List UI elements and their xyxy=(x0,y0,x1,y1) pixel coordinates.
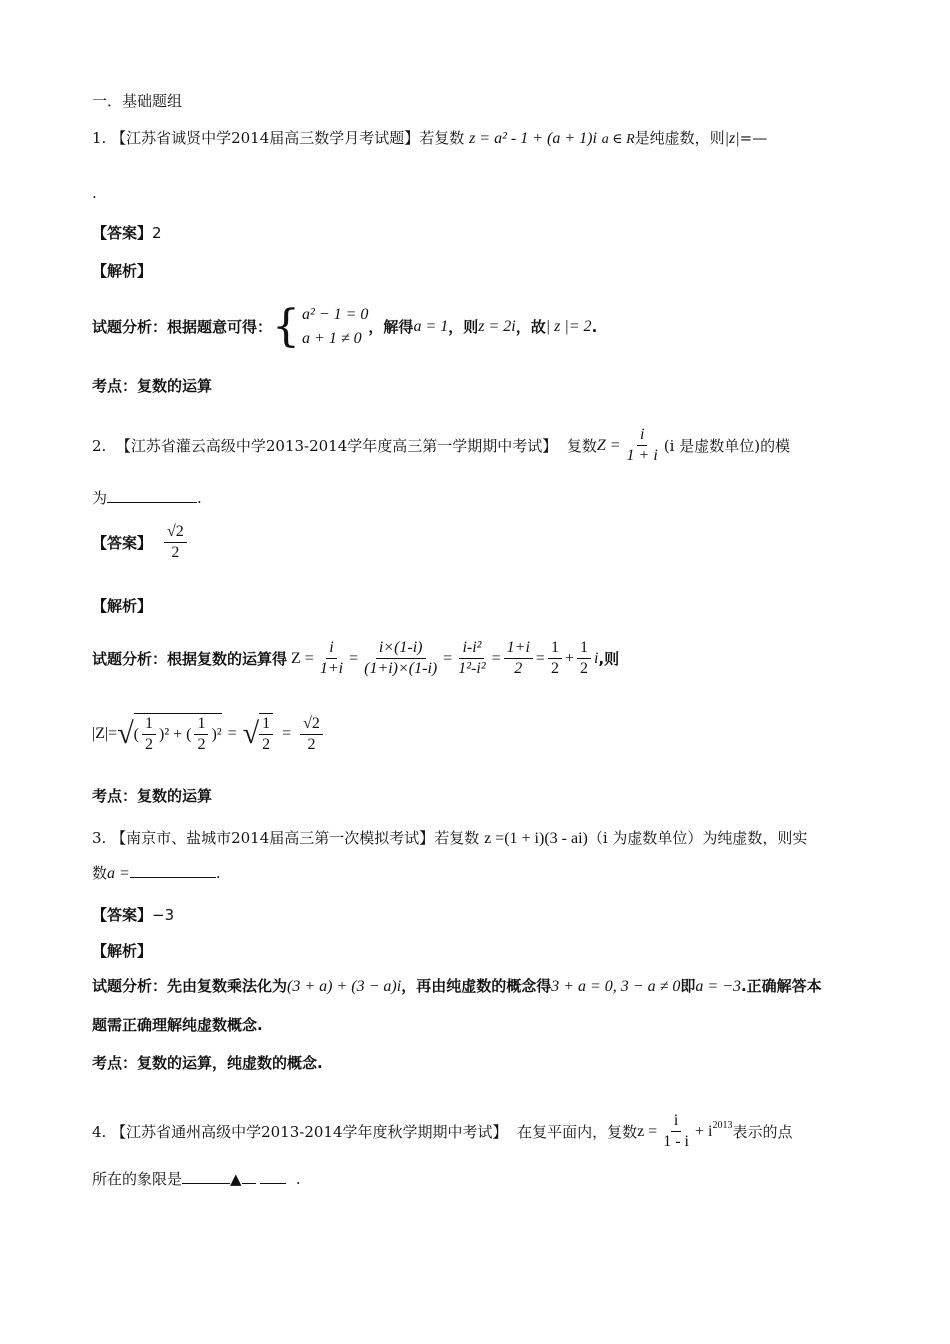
question-source: 【江苏省通州高级中学2013-2014学年度秋学期期中考试】 xyxy=(111,1122,508,1141)
answer-value: −3 xyxy=(152,906,175,924)
question-2-stem-cont: 为 . xyxy=(92,489,202,507)
kaodian-line: 考点：复数的运算，纯虚数的概念. xyxy=(92,1054,323,1072)
answer-line xyxy=(92,522,190,563)
analysis-line: 试题分析：先由复数乘法化为(3 + a) + (3 − a)i，再由纯虚数的概念得3 + a = 0, 3 − a ≠ 0即a = −3.正确解答本 xyxy=(92,977,822,995)
answer-label: 【答案】 xyxy=(92,906,153,924)
question-number: 3. xyxy=(92,829,107,847)
analysis-line-cont: 题需正确理解纯虚数概念. xyxy=(92,1016,263,1034)
question-4-stem: 4. 【江苏省通州高级中学2013-2014学年度秋学期期中考试】 在复平面内，复数 z = $\frac{i}{1 - i}$ + i $^{2013}$ 表示的点 xyxy=(92,1112,793,1150)
answer-blank xyxy=(182,1169,230,1184)
answer-line xyxy=(92,222,162,244)
question-3-stem-cont: 数a = . xyxy=(92,864,221,882)
analysis-line: 试题分析： 根据复数的运算得 Z = $\frac{i}{1+i}$ = $\frac{i\times(1-i)}{(1+i)\times(1-i)}$ = $\frac{\text{i-i²}}{\text{1²-i²}}$ = $\frac{1+i}{2}$ = $\frac{1}{2}$ + $\frac{1}{2}$ i ,则 xyxy=(92,639,620,677)
answer-label: 【答案】 xyxy=(92,224,153,242)
equation-system: { a² − 1 = 0 a + 1 ≠ 0 xyxy=(272,301,369,352)
section-title: 一．基础题组 xyxy=(92,92,183,110)
sqrt-icon: √ xyxy=(242,717,260,750)
condition: a ∈ R xyxy=(601,132,635,147)
triangle-icon: ▲ xyxy=(230,1170,242,1188)
question-source: 【江苏省灌云高级中学2013-2014学年度高三第一学期期中考试】 xyxy=(115,436,558,455)
question-number: 4. xyxy=(92,1122,107,1141)
modulus-line: |Z|= √ ( $\frac{1}{2}$ )² + ( $\frac{1}{2}$ )² = √ $\frac{1}{2}$ = $\frac{√2}{2}$ xyxy=(92,713,326,755)
trailing-dot: . xyxy=(92,184,97,202)
question-source: 【江苏省诚贤中学2014届高三数学月考试题】 xyxy=(111,129,420,147)
analysis-label: 【解析】 xyxy=(92,942,153,960)
question-4-stem-cont: 所在的象限是 ▲ . xyxy=(92,1170,301,1188)
formula: z = a² - 1 + (a + 1)i xyxy=(469,130,597,147)
formula: z =(1 + i)(3 - ai) xyxy=(484,830,588,847)
question-2-stem: 2. 【江苏省灌云高级中学2013-2014学年度高三第一学期期中考试】 复数 Z = $\frac{i}{1 + i}$ (i 是虚数单位)的模 xyxy=(92,426,791,464)
question-number: 2. xyxy=(92,436,107,455)
answer-fraction: $\frac{√2}{2}$ xyxy=(164,522,187,563)
sqrt-icon: √ xyxy=(117,717,134,750)
answer-value: 2 xyxy=(152,224,162,242)
question-3-stem: 3. 【南京市、盐城市2014届高三第一次模拟考试】若复数 z =(1 + i)(3 - ai)（i 为虚数单位）为纯虚数，则实 xyxy=(92,829,808,847)
analysis-label: 【解析】 xyxy=(92,597,153,615)
analysis-line: 试题分析： 根据题意可得： { a² − 1 = 0 a + 1 ≠ 0 ，解得 a = 1 ，则 z = 2i ，故 | z |= 2 . xyxy=(92,301,598,352)
kaodian-line: 考点：复数的运算 xyxy=(92,787,213,805)
answer-line xyxy=(92,904,174,926)
modulus: |z| xyxy=(724,130,740,147)
brace-icon: { xyxy=(272,301,301,352)
fraction: $\frac{i}{1 + i}$ xyxy=(626,426,658,464)
answer-blank xyxy=(130,863,216,878)
question-1-stem: 1. 【江苏省诚贤中学2014届高三数学月考试题】若复数 z = a² - 1 + (a + 1)i a ∈ R是纯虚数，则|z|=— xyxy=(92,129,768,147)
fraction: $\frac{i}{1 - i}$ xyxy=(663,1112,689,1150)
answer-label: 【答案】 xyxy=(92,533,153,552)
question-source: 【南京市、盐城市2014届高三第一次模拟考试】 xyxy=(111,829,435,847)
kaodian-line: 考点：复数的运算 xyxy=(92,377,213,395)
question-number: 1. xyxy=(92,129,107,147)
analysis-label: 【解析】 xyxy=(92,262,153,280)
answer-blank xyxy=(107,488,197,503)
